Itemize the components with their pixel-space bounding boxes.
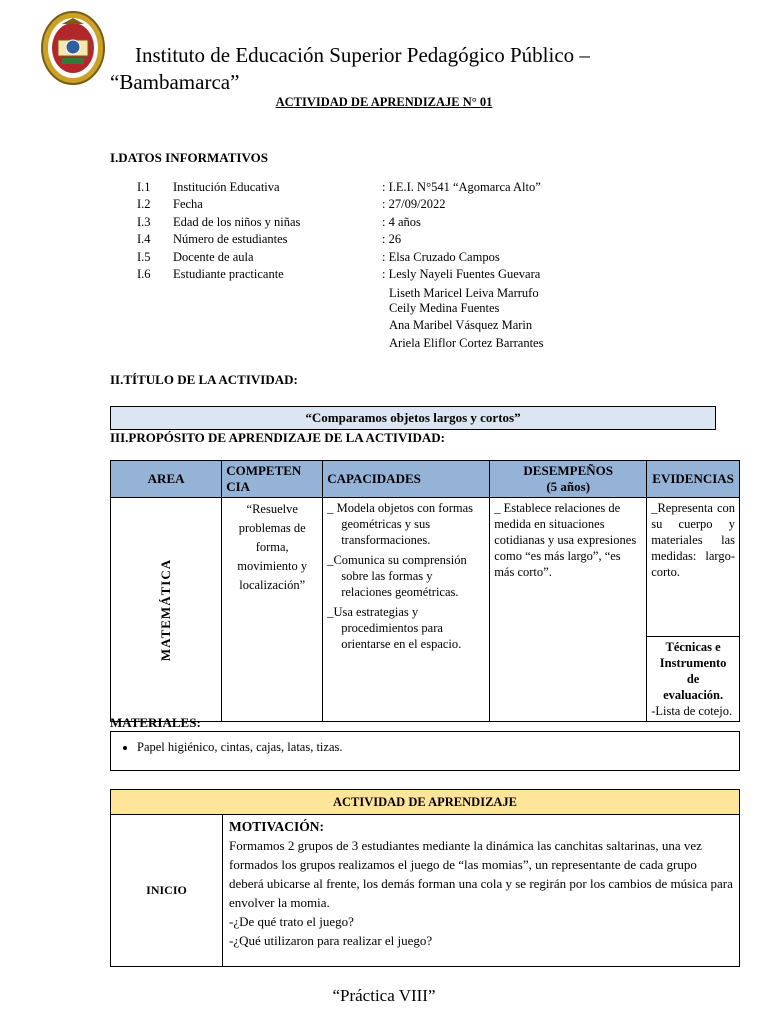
info-label: Estudiante practicante xyxy=(173,267,284,281)
materials-list xyxy=(111,740,739,755)
header-desempenos xyxy=(490,461,647,498)
info-value: : 4 años xyxy=(382,215,421,229)
materials-item: • Papel higiénico, cintas, cajas, latas, tizas. xyxy=(137,740,739,755)
phase-inicio: INICIO xyxy=(111,815,223,967)
motivacion-title: MOTIVACIÓN: xyxy=(229,819,325,834)
materials-heading: MATERIALES: xyxy=(110,715,201,730)
competencias-table xyxy=(110,460,740,722)
desempenos-sublabel: (5 años) xyxy=(546,479,591,494)
info-label: Número de estudiantes xyxy=(173,232,288,246)
info-number: I.3 xyxy=(137,215,151,229)
header-evidencias: EVIDENCIAS xyxy=(647,461,740,498)
info-value: : I.E.I. N°541 “Agomarca Alto” xyxy=(382,180,541,194)
student-name: Ariela Eliflor Cortez Barrantes xyxy=(389,336,544,350)
motivacion-question: -¿Qué utilizaron para realizar el juego? xyxy=(229,933,433,948)
info-label: Fecha xyxy=(173,197,203,211)
competencia-cell: “Resuelve problemas de forma, movimiento y localización” xyxy=(222,498,323,722)
info-number: I.4 xyxy=(137,232,151,246)
tecnicas-value: -Lista de cotejo. xyxy=(651,704,733,718)
actividad-header: ACTIVIDAD DE APRENDIZAJE xyxy=(111,790,740,815)
student-name: Ceily Medina Fuentes xyxy=(389,301,500,315)
header-capacidades: CAPACIDADES xyxy=(323,461,490,498)
motivacion-text: Formamos 2 grupos de 3 estudiantes mediante la dinámica las canchitas saltarinas, una vez formados los grupos realizamos el juego de “las momias”, un representante de cada grupo deberá ubicarse al frente, los demás forman una cola y se regirán por los cambios de música para envolver la momia. xyxy=(229,838,733,910)
institute-name-line2: “Bambamarca” xyxy=(110,70,240,94)
capacidad-item: _Comunica su comprensión sobre las formas y relaciones geométricas. xyxy=(327,553,467,599)
activity-title: ACTIVIDAD DE APRENDIZAJE N° 01 xyxy=(275,95,493,109)
info-number: I.5 xyxy=(137,250,151,264)
info-number: I.1 xyxy=(137,180,151,194)
institute-crest-logo xyxy=(40,10,106,86)
section-titulo-heading: II.TÍTULO DE LA ACTIVIDAD: xyxy=(110,372,298,387)
header-competencia: COMPETEN CIA xyxy=(222,461,323,498)
section-datos-heading: I.DATOS INFORMATIVOS xyxy=(110,150,268,165)
info-label: Edad de los niños y niñas xyxy=(173,215,301,229)
tecnicas-cell xyxy=(647,637,740,722)
area-label: MATEMÁTICA xyxy=(158,558,174,661)
materials-box xyxy=(110,731,740,771)
institute-name-line1: Instituto de Educación Superior Pedagógico Público – xyxy=(135,43,590,67)
actividad-table xyxy=(110,789,740,967)
activity-title-box: “Comparamos objetos largos y cortos” xyxy=(110,406,716,430)
info-number: I.6 xyxy=(137,267,151,281)
info-label: Institución Educativa xyxy=(173,180,280,194)
section-proposito-heading: III.PROPÓSITO DE APRENDIZAJE DE LA ACTIVIDAD: xyxy=(110,430,445,445)
capacidades-cell xyxy=(323,498,490,722)
area-cell xyxy=(111,498,222,722)
capacidad-item: _Usa estrategias y procedimientos para orientarse en el espacio. xyxy=(327,605,462,651)
evidencia-cell: _Representa con su cuerpo y materiales las medidas: largo-corto. xyxy=(647,498,740,637)
info-label: Docente de aula xyxy=(173,250,254,264)
motivacion-cell xyxy=(223,815,740,967)
footer-practica: “Práctica VIII” xyxy=(332,986,436,1005)
capacidad-item: _ Modela objetos con formas geométricas y sus transformaciones. xyxy=(327,501,474,547)
info-value: : 26 xyxy=(382,232,402,246)
info-value: : Lesly Nayeli Fuentes Guevara xyxy=(382,267,541,281)
desempeno-cell: _ Establece relaciones de medida en situaciones cotidianas y usa expresiones como “es más largo”, “es más corto”. xyxy=(490,498,647,722)
info-value: : Elsa Cruzado Campos xyxy=(382,250,500,264)
info-value: : 27/09/2022 xyxy=(382,197,446,211)
student-name: Liseth Maricel Leiva Marrufo xyxy=(389,286,539,300)
student-name: Ana Maribel Vásquez Marin xyxy=(389,318,533,332)
header-area: AREA xyxy=(111,461,222,498)
tecnicas-title: Técnicas e Instrumento de evaluación. xyxy=(659,640,727,702)
desempenos-label: DESEMPEÑOS xyxy=(523,463,613,478)
info-number: I.2 xyxy=(137,197,151,211)
motivacion-question: -¿De qué trato el juego? xyxy=(229,914,354,929)
